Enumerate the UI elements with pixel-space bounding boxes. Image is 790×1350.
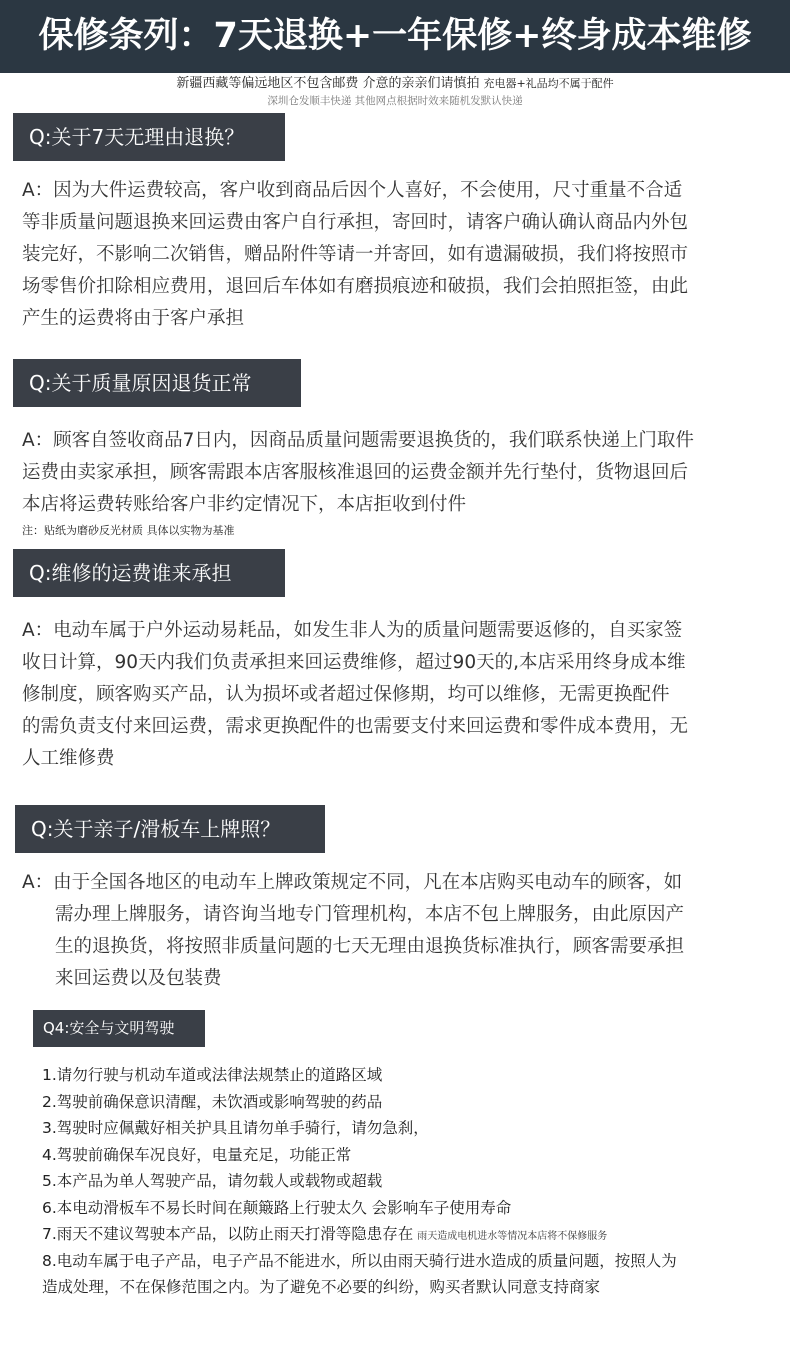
rule-item: 3.驾驶时应佩戴好相关护具且请勿单手骑行，请勿急刹， [42, 1119, 429, 1137]
rule-item-small-note: 雨天造成电机进水等情况本店将不保修服务 [417, 1231, 608, 1242]
answer-line: 的需负责支付来回运费，需求更换配件的也需要支付来回运费和零件成本费用，无 [22, 716, 689, 737]
question-header-repair-shipping: Q:维修的运费谁来承担 [13, 549, 285, 597]
answer-repair-shipping [22, 615, 688, 775]
answer-7day-return [22, 175, 688, 335]
shipping-notice [0, 75, 790, 93]
shipping-notice-text: 新疆西藏等偏远地区不包含邮费 介意的亲亲们请慎拍 [176, 76, 480, 91]
answer-line: 需办理上牌服务，请咨询当地专门管理机构，本店不包上牌服务，由此原因产 [55, 904, 685, 925]
answer-line: 场零售价扣除相应费用，退回后车体如有磨损痕迹和破损，我们会拍照拒签，由此 [22, 276, 689, 297]
answer-line: 等非质量问题退换来回运费由客户自行承担，寄回时，请客户确认确认商品内外包 [22, 212, 689, 233]
question-header-quality-return: Q:关于质量原因退货正常 [13, 359, 301, 407]
courier-notice: 深圳仓发顺丰快递 其他网点根据时效来随机发默认快递 [267, 95, 523, 107]
answer-line: 来回运费以及包装费 [55, 968, 222, 989]
answer-line: 收日计算，90天内我们负责承担来回运费维修，超过90天的,本店采用终身成本维 [22, 652, 686, 673]
rule-item: 6.本电动滑板车不易长时间在颠簸路上行驶太久 会影响车子使用寿命 [42, 1198, 512, 1217]
rule-item [42, 1221, 677, 1248]
question-header-7day-return: Q:关于7天无理由退换？ [13, 113, 285, 161]
question-header-safe-driving: Q4:安全与文明驾驶 [33, 1010, 205, 1047]
question-header-license-plate: Q:关于亲子/滑板车上牌照？ [15, 805, 325, 853]
safe-driving-rules-list [42, 1062, 677, 1301]
rule-item-text: 7.雨天不建议驾驶本产品，以防止雨天打滑等隐患存在 [42, 1225, 414, 1243]
answer-line: A：由于全国各地区的电动车上牌政策规定不同，凡在本店购买电动车的顾客，如 [22, 872, 683, 893]
page-banner-title: 保修条列：7天退换+一年保修+终身成本维修 [0, 0, 790, 73]
answer-quality-return [22, 425, 694, 521]
rule-item: 4.驾驶前确保车况良好，电量充足，功能正常 [42, 1145, 352, 1164]
rule-item: 5.本产品为单人驾驶产品，请勿载人或载物或超载 [42, 1172, 383, 1190]
accessory-notice-text: 充电器+礼品均不属于配件 [483, 77, 614, 90]
answer-line: 修制度，顾客购买产品，认为损坏或者超过保修期，均可以维修，无需更换配件 [22, 684, 670, 705]
answer-line: A：因为大件运费较高，客户收到商品后因个人喜好，不会使用，尺寸重量不合适 [22, 180, 683, 201]
rule-item: 8.电动车属于电子产品，电子产品不能进水，所以由雨天骑行进水造成的质量问题，按照人为 [42, 1251, 677, 1270]
rule-item: 2.驾驶前确保意识清醒，未饮酒或影响驾驶的药品 [42, 1092, 383, 1111]
answer-line: 本店将运费转账给客户非约定情况下，本店拒收到付件 [22, 494, 467, 515]
sticker-note: 注：贴纸为磨砂反光材质 具体以实物为基准 [22, 524, 235, 537]
rule-item: 1.请勿行驶与机动车道或法律法规禁止的道路区域 [42, 1066, 383, 1084]
answer-line: 产生的运费将由于客户承担 [22, 308, 245, 329]
answer-line: 装完好，不影响二次销售，赠品附件等请一并寄回，如有遗漏破损，我们将按照市 [22, 244, 689, 265]
answer-line: A：电动车属于户外运动易耗品，如发生非人为的质量问题需要返修的，自买家签 [22, 620, 683, 641]
answer-license-plate [22, 867, 684, 995]
answer-line: 运费由卖家承担，顾客需跟本店客服核准退回的运费金额并先行垫付，货物退回后 [22, 462, 689, 483]
rule-item: 造成处理，不在保修范围之内。为了避免不必要的纠纷，购买者默认同意支持商家 [42, 1278, 601, 1296]
answer-line: 人工维修费 [22, 748, 115, 769]
answer-line: A：顾客自签收商品7日内，因商品质量问题需要退换货的，我们联系快递上门取件 [22, 430, 694, 451]
answer-line: 生的退换货，将按照非质量问题的七天无理由退换货标准执行，顾客需要承担 [55, 936, 685, 957]
